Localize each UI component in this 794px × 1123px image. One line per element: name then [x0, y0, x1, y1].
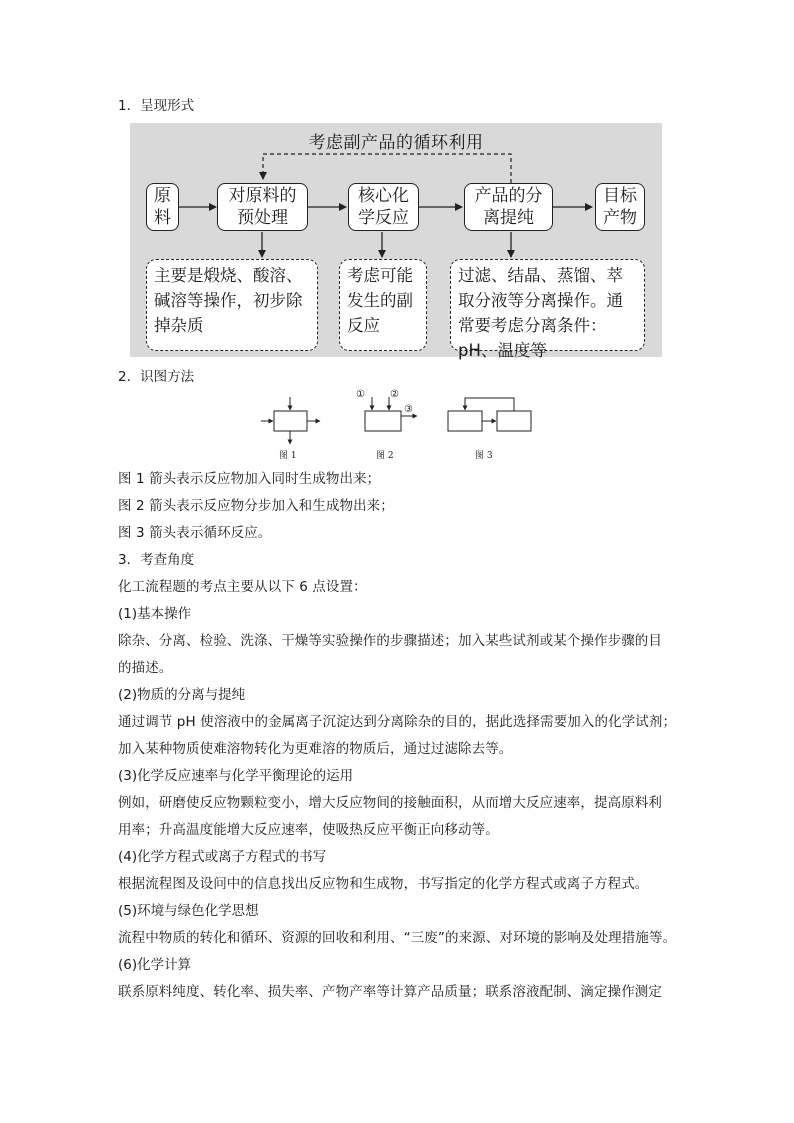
recycle-loop — [263, 154, 511, 183]
figure-2-mark-2: ② — [390, 389, 399, 400]
para-5: 流程中物质的转化和循环、资源的回收和利用、“三废”的来源、对环境的影响及处理措施等。 — [118, 930, 677, 946]
figure-2-caption: 图 2 — [376, 451, 394, 461]
box-target-product: 目标 产物 — [595, 183, 645, 231]
section-3-title: 3．考查角度 — [118, 552, 195, 568]
section-1-title: 1．呈现形式 — [118, 98, 195, 114]
figure-1-drawing — [261, 397, 320, 444]
para-3-line-1: 例如，研磨使反应物颗粒变小，增大反应物间的接触面积，从而增大反应速率，提高原料利 — [118, 795, 662, 811]
explain-line-2: 图 2 箭头表示反应物分步加入和生成物出来； — [118, 498, 394, 514]
para-6: 联系原料纯度、转化率、损失率、产物产率等计算产品质量；联系溶液配制、滴定操作测定 — [118, 984, 662, 1000]
para-3-line-2: 用率；升高温度能增大反应速率，使吸热反应平衡正向移动等。 — [118, 822, 499, 838]
para-1-line-1: 除杂、分离、检验、洗涤、干燥等实验操作的步骤描述；加入某些试剂或某个操作步骤的目 — [118, 633, 662, 649]
figure-drawings — [255, 392, 545, 462]
box-pretreatment: 对原料的 预处理 — [217, 183, 308, 231]
box-separation: 产品的分 离提纯 — [464, 183, 553, 231]
para-1-line-2: 的描述。 — [118, 660, 173, 676]
explain-line-1: 图 1 箭头表示反应物加入同时生成物出来； — [118, 471, 381, 487]
figure-1-caption: 图 1 — [279, 451, 297, 461]
figure-3-caption: 图 3 — [475, 451, 493, 461]
box-core-reaction: 核心化 学反应 — [348, 183, 419, 231]
figure-2-mark-1: ① — [356, 389, 365, 400]
flow-diagram — [130, 123, 662, 360]
heading-4: (4)化学方程式或离子方程式的书写 — [118, 849, 327, 865]
heading-6: (6)化学计算 — [118, 957, 192, 973]
figure-set — [255, 389, 545, 462]
section-2-title: 2．识图方法 — [118, 369, 195, 385]
para-2-line-1: 通过调节 pH 使溶液中的金属离子沉淀达到分离除杂的目的，据此选择需要加入的化学试剂； — [118, 714, 677, 730]
heading-2: (2)物质的分离与提纯 — [118, 687, 246, 703]
figure-2-mark-3: ③ — [404, 404, 413, 415]
note-core-reaction: 考虑可能发生的副反应 — [339, 259, 427, 351]
intro-line: 化工流程题的考点主要从以下 6 点设置： — [118, 579, 367, 595]
heading-3: (3)化学反应速率与化学平衡理论的运用 — [118, 768, 354, 784]
note-separation: 过滤、结晶、蒸馏、萃取分液等分离操作。通常要考虑分离条件：pH、温度等 — [450, 259, 645, 351]
flow-title: 考虑副产品的循环利用 — [308, 133, 484, 153]
explain-line-3: 图 3 箭头表示循环反应。 — [118, 525, 272, 541]
para-4: 根据流程图及设问中的信息找出反应物和生成物，书写指定的化学方程式或离子方程式。 — [118, 876, 649, 892]
heading-5: (5)环境与绿色化学思想 — [118, 903, 259, 919]
heading-1: (1)基本操作 — [118, 606, 192, 622]
box-raw-material: 原 料 — [146, 183, 179, 231]
figure-3-drawing — [448, 398, 531, 431]
note-pretreatment: 主要是煅烧、酸溶、碱溶等操作，初步除掉杂质 — [146, 259, 318, 351]
para-2-line-2: 加入某种物质使难溶物转化为更难溶的物质后，通过过滤除去等。 — [118, 741, 513, 757]
